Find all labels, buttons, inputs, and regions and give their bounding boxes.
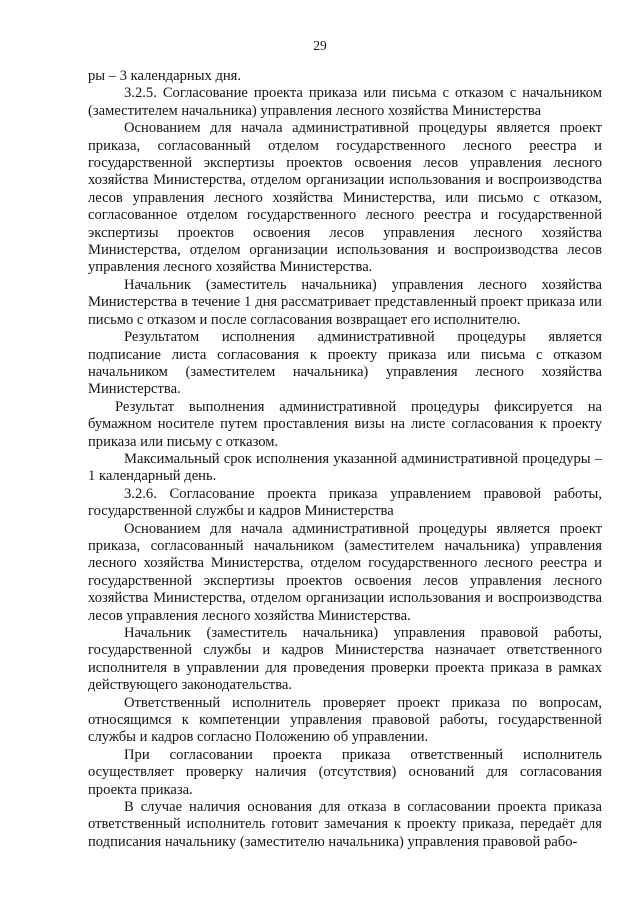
paragraph-continuation: ры – 3 календарных дня. <box>88 68 242 84</box>
paragraph: Основанием для начала административной процедуры является проект приказа, согласованный начальником (заместителем начальника) управления лесного хозяйства Министерства, отделом государственного лесного реестра и государственной экспертизы проектов освоения лесов управления лесного хозяйства Министерства, отделом организации использования и воспроизводства лесов управления лесного хозяйства Министерства. <box>88 520 602 624</box>
paragraph: Максимальный срок исполнения указанной административной процедуры – 1 календарный день. <box>88 450 602 485</box>
section-heading-3-2-5: 3.2.5. Согласование проекта приказа или письма с отказом с начальником (заместителем начальника) управления лесного хозяйства Министерства <box>88 85 602 119</box>
paragraph: Начальник (заместитель начальника) управления правовой работы, государственной службы и кадров Министерства назначает ответственного исполнителя в управлении для проведения проверки проекта приказа в рамках действующего законодательства. <box>88 625 602 694</box>
paragraph: Результатом исполнения административной процедуры является подписание листа согласования к проекту приказа или письма с отказом начальником (заместителем начальника) управления лесного хозяйства Министерства. <box>88 329 602 398</box>
section-heading-3-2-6: 3.2.6. Согласование проекта приказа управлением правовой работы, государственной службы и кадров Министерства <box>88 485 602 520</box>
paragraph: Начальник (заместитель начальника) управления лесного хозяйства Министерства в течение 1 дня рассматривает представленный проект приказа или письмо с отказом и после согласования возвращает его исполнителю. <box>88 276 602 328</box>
page-number: 29 <box>313 38 327 53</box>
paragraph: Ответственный исполнитель проверяет проект приказа по вопросам, относящимся к компетенции управления правовой работы, государственной службы и кадров согласно Положению об управлении. <box>88 694 602 746</box>
paragraph: Основанием для начала административной процедуры является проект приказа, согласованный отделом государственного лесного реестра и государственной экспертизы проектов освоения лесов управления лесного хозяйства Министерства, отделом организации использования и воспроизводства лесов управления лесного хозяйства Министерства, или письмо с отказом, согласованное отделом государственного лесного реестра и государственной экспертизы проектов освоения лесов управления лесного хозяйства Министерства, отделом организации использования и воспроизводства лесов управления лесного хозяйства Министерства. <box>88 120 602 276</box>
paragraph: В случае наличия основания для отказа в согласовании проекта приказа ответственный исполнитель готовит замечания к проекту приказа, передаёт для подписания начальнику (заместителю начальника) управления правовой рабо- <box>88 799 602 850</box>
paragraph: Результат выполнения административной процедуры фиксируется на бумажном носителе путем проставления визы на листе согласования к проекту приказа или письму с отказом. <box>88 398 602 450</box>
document-body <box>88 68 602 851</box>
paragraph: При согласовании проекта приказа ответственный исполнитель осуществляет проверку наличия (отсутствия) оснований для согласования проекта приказа. <box>88 746 602 798</box>
